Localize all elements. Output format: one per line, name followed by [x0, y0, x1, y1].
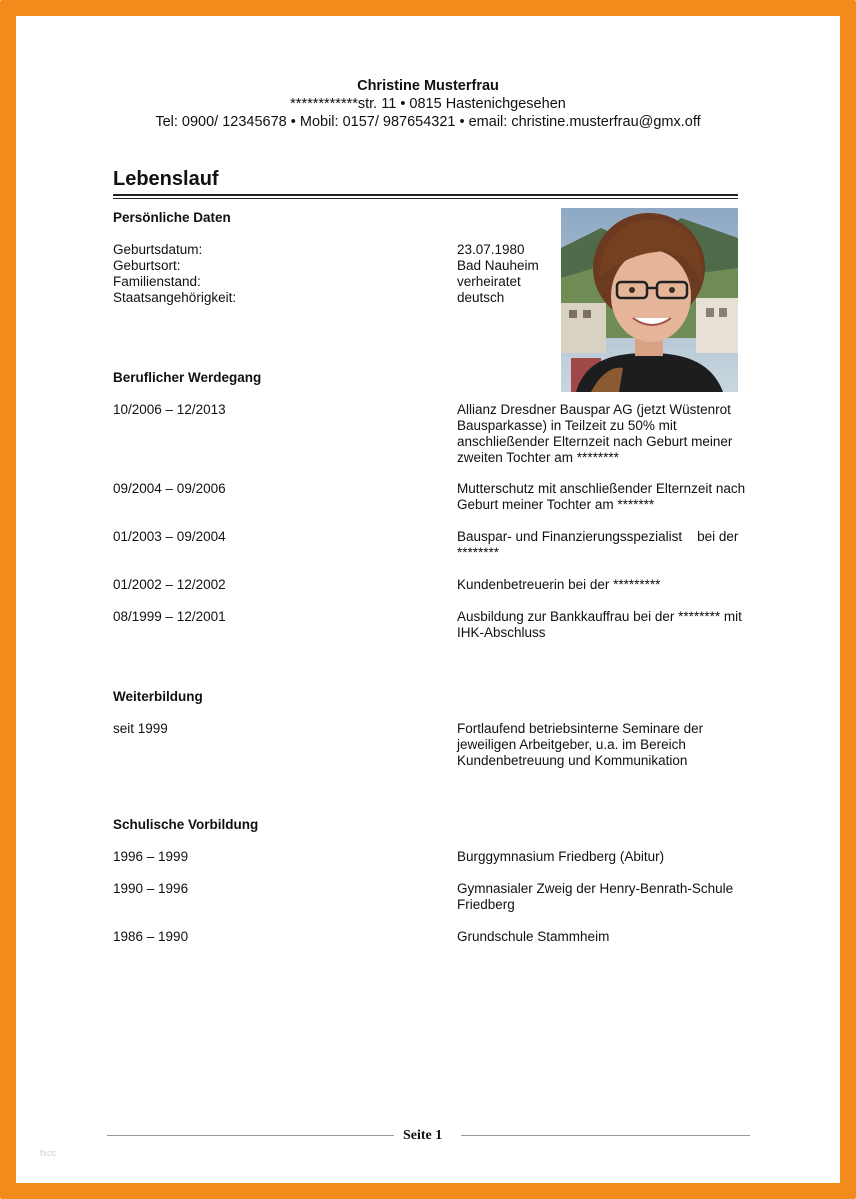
applicant-address: ************str. 11 • 0815 Hastenichgesehen — [290, 96, 566, 112]
school-description: Grundschule Stammheim — [457, 929, 610, 944]
personal-value: 23.07.1980 — [457, 242, 525, 257]
personal-value: Bad Nauheim — [457, 258, 539, 273]
document-title: Lebenslauf — [113, 168, 219, 190]
personal-label: Geburtsort: — [113, 258, 181, 273]
career-description: Mutterschutz mit anschließender Elternzeit nach Geburt meiner Tochter am ******* — [457, 481, 746, 512]
career-period: 08/1999 – 12/2001 — [113, 609, 226, 624]
school-period: 1990 – 1996 — [113, 881, 189, 896]
career-period: 10/2006 – 12/2013 — [113, 402, 226, 417]
career-description: Ausbildung zur Bankkauffrau bei der ******** mit IHK-Abschluss — [457, 609, 742, 640]
section-heading-personal: Persönliche Daten — [113, 210, 231, 225]
section-heading-career: Beruflicher Werdegang — [113, 370, 262, 385]
personal-label: Geburtsdatum: — [113, 242, 203, 257]
training-description: Fortlaufend betriebsinterne Seminare der jeweiligen Arbeitgeber, u.a. im Bereich Kundenbetreuung und Kommunikation — [457, 721, 704, 768]
personal-label: Staatsangehörigkeit: — [113, 290, 237, 305]
school-period: 1986 – 1990 — [113, 929, 189, 944]
career-description: Allianz Dresdner Bauspar AG (jetzt Wüstenrot Bausparkasse) in Teilzeit zu 50% mit anschließender Elternzeit nach Geburt meiner zweiten Tochter am ******** — [457, 402, 733, 465]
applicant-photo — [561, 208, 738, 392]
footer-rule-left — [107, 1135, 394, 1136]
section-heading-training: Weiterbildung — [113, 689, 203, 704]
page-number: Seite 1 — [403, 1128, 443, 1143]
section-heading-school: Schulische Vorbildung — [113, 817, 259, 832]
personal-value: deutsch — [457, 290, 505, 305]
personal-label: Familienstand: — [113, 274, 201, 289]
school-period: 1996 – 1999 — [113, 849, 189, 864]
career-period: 01/2003 – 09/2004 — [113, 529, 226, 544]
career-description: Kundenbetreuerin bei der ********* — [457, 577, 661, 592]
personal-value: verheiratet — [457, 274, 521, 289]
applicant-name: Christine Musterfrau — [357, 78, 499, 94]
career-period: 09/2004 – 09/2006 — [113, 481, 226, 496]
watermark: fxcc — [40, 1148, 57, 1158]
career-description: Bauspar- und Finanzierungsspezialist bei der ******** — [457, 529, 743, 560]
training-period: seit 1999 — [113, 721, 168, 736]
career-period: 01/2002 – 12/2002 — [113, 577, 226, 592]
title-rule-thick — [113, 194, 738, 196]
applicant-contact: Tel: 0900/ 12345678 • Mobil: 0157/ 987654321 • email: christine.musterfrau@gmx.off — [155, 114, 701, 130]
footer-rule-right — [461, 1135, 750, 1136]
school-description: Gymnasialer Zweig der Henry-Benrath-Schule Friedberg — [457, 881, 734, 912]
document-page — [16, 16, 840, 1183]
school-description: Burggymnasium Friedberg (Abitur) — [457, 849, 665, 864]
title-rule-thin — [113, 198, 738, 199]
